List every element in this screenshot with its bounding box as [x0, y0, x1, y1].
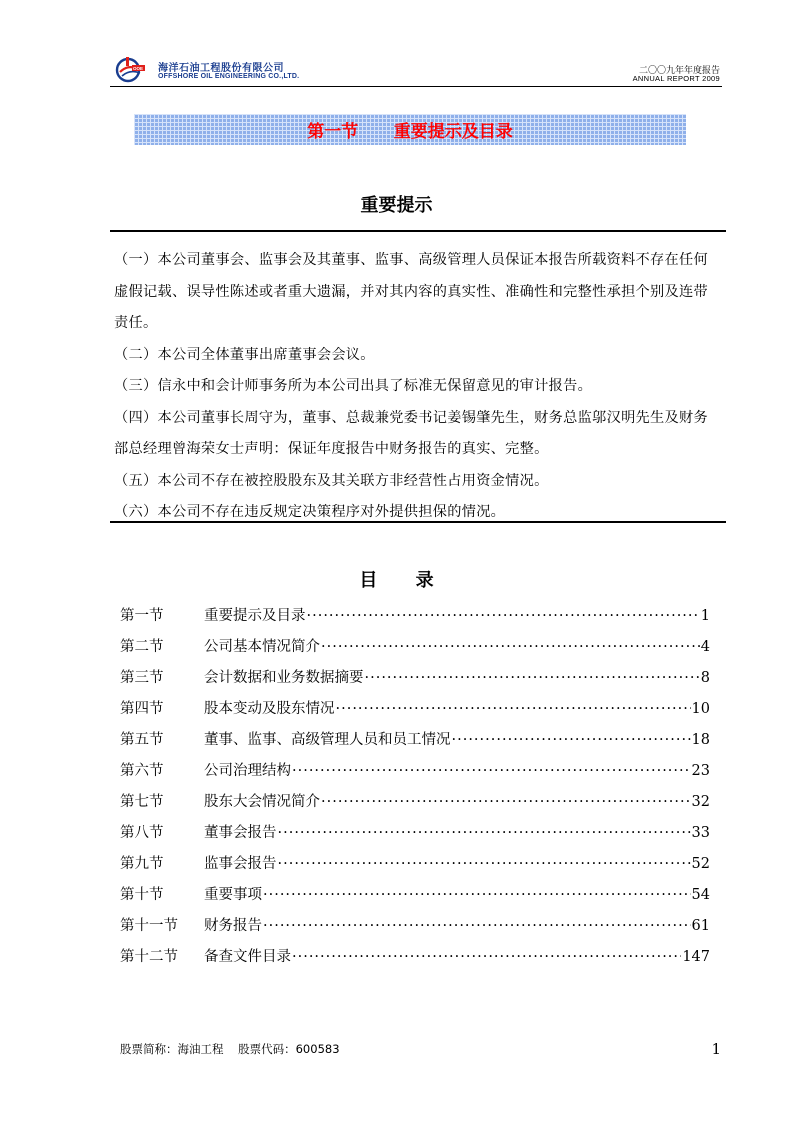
- toc-leader-dots: [263, 887, 691, 903]
- notes-box: [110, 230, 726, 523]
- toc-leader-dots: [292, 763, 691, 779]
- toc-entry-name: 股东大会情况简介: [204, 794, 320, 810]
- note-item: （四）本公司董事长周守为，董事、总裁兼党委书记姜锡肇先生，财务总监邬汉明先生及财务部总经理曾海荣女士声明：保证年度报告中财务报告的真实、完整。: [114, 409, 708, 457]
- toc-page-number: 33: [691, 825, 710, 841]
- toc-page-number: 1: [700, 608, 710, 624]
- notes-title: 重要提示: [360, 195, 433, 216]
- toc-page-number: 54: [691, 887, 710, 903]
- toc-leader-dots: [278, 856, 691, 872]
- note-item: （三）信永中和会计师事务所为本公司出具了标准无保留意见的审计报告。: [114, 378, 593, 394]
- report-title-cn: 二〇〇九年年度报告: [638, 66, 720, 76]
- toc-page-number: 147: [682, 949, 710, 965]
- toc-page-number: 32: [691, 794, 710, 810]
- toc-title: 目 录: [359, 570, 450, 591]
- toc-page-number: 18: [691, 732, 710, 748]
- toc-entry-name: 会计数据和业务数据摘要: [204, 670, 364, 686]
- toc-entry-name: 重要提示及目录: [204, 608, 306, 624]
- toc-leader-dots: [292, 949, 681, 965]
- note-item: （一）本公司董事会、监事会及其董事、监事、高级管理人员保证本报告所载资料不存在任何虚假记载、误导性陈述或者重大遗漏，并对其内容的真实性、准确性和完整性承担个别及连带责任。: [114, 252, 708, 331]
- toc-page-number: 23: [691, 763, 710, 779]
- toc-row[interactable]: [120, 697, 710, 728]
- toc-entry-name: 公司基本情况简介: [204, 639, 320, 655]
- toc-leader-dots: [452, 732, 691, 748]
- toc-section: 第十一节: [120, 918, 178, 934]
- toc-section: 第三节: [120, 670, 164, 686]
- company-name-en: OFFSHORE OIL ENGINEERING CO.,LTD.: [158, 73, 300, 80]
- cnooc-logo-icon: [114, 55, 146, 83]
- svg-text:OOE: OOE: [133, 66, 144, 71]
- toc-leader-dots: [278, 825, 691, 841]
- note-item: （五）本公司不存在被控股股东及其关联方非经营性占用资金情况。: [114, 472, 549, 489]
- toc-row[interactable]: [120, 914, 710, 945]
- toc-row[interactable]: [120, 883, 710, 914]
- footer-page-number: 1: [711, 1040, 721, 1058]
- toc-leader-dots: [263, 918, 691, 934]
- page-header: [110, 52, 722, 87]
- toc-section: 第九节: [120, 856, 164, 872]
- toc-row[interactable]: [120, 945, 710, 976]
- toc-list: [120, 604, 710, 976]
- toc-section: 第四节: [120, 701, 164, 717]
- toc-section: 第七节: [120, 794, 164, 810]
- toc-entry-name: 财务报告: [204, 918, 262, 934]
- toc-page-number: 52: [691, 856, 710, 872]
- section-banner-title: 第一节 重要提示及目录: [307, 122, 513, 142]
- toc-row[interactable]: [120, 728, 710, 759]
- toc-leader-dots: [307, 608, 700, 624]
- toc-entry-name: 备查文件目录: [204, 949, 291, 965]
- toc-row[interactable]: [120, 821, 710, 852]
- toc-entry-name: 董事、监事、高级管理人员和员工情况: [204, 732, 451, 748]
- toc-page-number: 4: [700, 639, 710, 655]
- toc-section: 第八节: [120, 825, 164, 841]
- footer-stock-info: 股票简称：海油工程 股票代码：600583: [120, 1042, 340, 1056]
- toc-entry-name: 董事会报告: [204, 825, 277, 841]
- toc-section: 第十节: [120, 887, 164, 903]
- note-item: （二）本公司全体董事出席董事会会议。: [114, 346, 375, 363]
- toc-leader-dots: [321, 794, 691, 810]
- company-name-cn: 海洋石油工程股份有限公司: [158, 63, 284, 74]
- toc-row[interactable]: [120, 790, 710, 821]
- toc-section: 第一节: [120, 608, 164, 624]
- toc-section: 第六节: [120, 763, 164, 779]
- toc-row[interactable]: [120, 666, 710, 697]
- toc-page-number: 61: [691, 918, 710, 934]
- toc-leader-dots: [336, 701, 691, 717]
- toc-entry-name: 监事会报告: [204, 856, 277, 872]
- toc-row[interactable]: [120, 852, 710, 883]
- toc-row[interactable]: [120, 635, 710, 666]
- toc-entry-name: 公司治理结构: [204, 763, 291, 779]
- toc-section: 第五节: [120, 732, 164, 748]
- toc-leader-dots: [365, 670, 700, 686]
- toc-section: 第十二节: [120, 949, 178, 965]
- toc-entry-name: 重要事项: [204, 887, 262, 903]
- note-item: （六）本公司不存在违反规定决策程序对外提供担保的情况。: [114, 504, 506, 520]
- toc-row[interactable]: [120, 604, 710, 635]
- toc-leader-dots: [321, 639, 700, 655]
- toc-entry-name: 股本变动及股东情况: [204, 701, 335, 717]
- section-banner: [134, 114, 686, 145]
- toc-page-number: 8: [700, 670, 710, 686]
- toc-row[interactable]: [120, 759, 710, 790]
- toc-section: 第二节: [120, 639, 164, 655]
- toc-page-number: 10: [691, 701, 710, 717]
- report-title-en: ANNUAL REPORT 2009: [632, 74, 720, 83]
